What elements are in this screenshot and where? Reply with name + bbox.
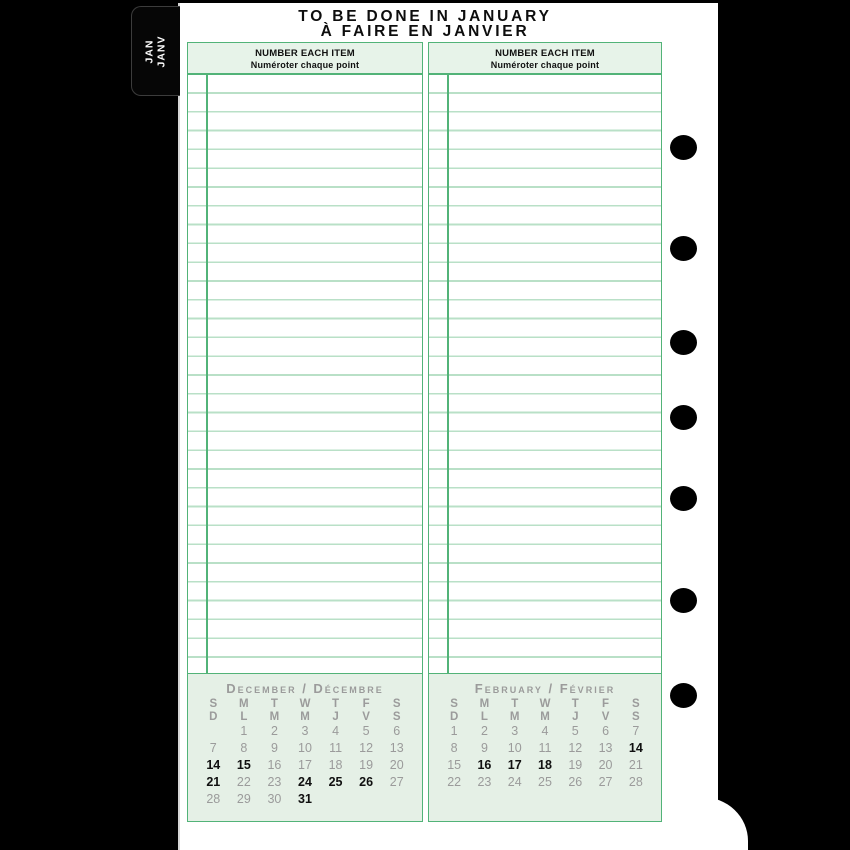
calendar-date-cell: 28 [206, 792, 221, 806]
calendar-date-cell: 13 [389, 741, 404, 755]
calendar-day-header: W [539, 698, 551, 710]
page-title-fr: À FAIRE EN JANVIER [320, 23, 530, 40]
calendar-day-header: W [299, 698, 311, 710]
right-header-en: NUMBER EACH ITEM [495, 48, 595, 59]
month-tab-label [144, 35, 167, 67]
page-title [187, 9, 663, 39]
calendar-day-header: T [332, 698, 340, 710]
calendar-date-cell: 16 [477, 758, 492, 772]
calendar-date-cell: 19 [568, 758, 583, 772]
calendar-date-cell: 15 [236, 758, 251, 772]
calendar-day-header: S [450, 698, 458, 710]
calendar-date-cell: 28 [628, 775, 643, 789]
calendar-day-header: M [300, 710, 310, 723]
calendar-date-cell: 6 [393, 724, 401, 738]
calendar-date-cell: 11 [538, 741, 552, 755]
calendar-date-cell: 7 [632, 724, 640, 738]
binder-hole [670, 236, 697, 261]
calendar-december [187, 673, 423, 822]
page-corner-curl [700, 797, 748, 850]
calendar-day-header: S [392, 710, 401, 723]
calendar-date-cell: 2 [270, 724, 278, 738]
left-column-header [187, 42, 423, 75]
page-title-en: TO BE DONE IN JANUARY [298, 8, 552, 25]
calendar-date-cell: 1 [240, 724, 248, 738]
calendar-date-cell: 23 [267, 775, 282, 789]
calendar-december-title: December / Décembre [226, 681, 384, 696]
calendar-date-cell: 25 [538, 775, 552, 789]
calendar-date-cell: 24 [298, 775, 312, 789]
calendar-day-header: M [269, 710, 280, 723]
calendar-date-cell: 21 [628, 758, 643, 772]
calendar-day-header: L [480, 710, 488, 723]
calendar-day-header: V [362, 710, 370, 723]
binder-hole [670, 486, 697, 511]
calendar-date-cell [381, 791, 412, 808]
calendar-date-cell: 22 [236, 775, 251, 789]
calendar-date-cell: 17 [298, 758, 312, 772]
calendar-day-header: T [571, 698, 579, 710]
calendar-day-header: S [632, 710, 640, 723]
calendar-date-cell: 21 [206, 775, 221, 789]
calendar-february-title: February / Février [474, 681, 616, 696]
calendar-date-cell: 4 [541, 724, 549, 738]
calendar-date-cell: 17 [507, 758, 522, 772]
calendar-day-header: L [240, 710, 248, 723]
calendar-date-cell: 7 [209, 741, 217, 755]
calendar-day-header: T [511, 698, 519, 710]
calendar-date-cell: 16 [267, 758, 282, 772]
calendar-day-header: J [332, 710, 339, 723]
calendar-date-cell: 23 [477, 775, 492, 789]
calendar-date-cell [320, 791, 351, 808]
left-header-fr: Numéroter chaque point [250, 60, 360, 70]
calendar-date-cell: 10 [298, 741, 312, 755]
calendar-day-header: M [239, 698, 249, 710]
calendar-date-cell: 26 [359, 775, 374, 789]
binder-hole [670, 683, 697, 708]
calendar-december-grid [198, 698, 412, 808]
right-column-header [428, 42, 662, 75]
left-number-column-separator [206, 75, 208, 673]
calendar-date-cell: 8 [240, 741, 248, 755]
left-task-list-area [187, 75, 423, 673]
binder-hole [670, 405, 697, 430]
calendar-day-header: M [540, 710, 550, 723]
calendar-date-cell: 26 [568, 775, 583, 789]
calendar-date-cell: 14 [628, 741, 643, 755]
calendar-date-cell: 30 [267, 792, 282, 806]
calendar-date-cell: 13 [598, 741, 613, 755]
calendar-date-cell: 15 [447, 758, 462, 772]
month-tab-january [131, 6, 180, 96]
calendar-date-cell: 27 [389, 775, 404, 789]
calendar-february-grid [439, 698, 651, 791]
calendar-date-cell: 5 [362, 724, 370, 738]
calendar-february [428, 673, 662, 822]
right-task-list-area [428, 75, 662, 673]
calendar-date-cell: 12 [568, 741, 583, 755]
calendar-date-cell: 19 [359, 758, 374, 772]
calendar-day-header: T [270, 698, 278, 710]
calendar-date-cell: 8 [450, 741, 458, 755]
calendar-date-cell: 20 [389, 758, 404, 772]
calendar-date-cell: 14 [206, 758, 221, 772]
calendar-date-cell: 22 [447, 775, 462, 789]
calendar-date-cell: 24 [507, 775, 522, 789]
left-header-en: NUMBER EACH ITEM [255, 48, 355, 59]
calendar-day-header: M [509, 710, 520, 723]
calendar-date-cell: 12 [359, 741, 374, 755]
calendar-day-header: F [602, 698, 610, 710]
calendar-date-cell: 4 [332, 724, 340, 738]
calendar-date-cell: 31 [298, 792, 312, 806]
tab-label-en: JAN [143, 38, 156, 64]
binder-hole [670, 330, 697, 355]
calendar-date-cell: 27 [598, 775, 613, 789]
binder-hole [670, 588, 697, 613]
calendar-date-cell [351, 791, 382, 808]
calendar-date-cell: 10 [507, 741, 522, 755]
calendar-date-cell: 25 [328, 775, 343, 789]
right-number-column-separator [447, 75, 449, 673]
calendar-date-cell [198, 723, 229, 740]
calendar-day-header: V [601, 710, 610, 723]
right-header-fr: Numéroter chaque point [490, 60, 600, 70]
calendar-day-header: J [572, 710, 579, 723]
calendar-date-cell: 18 [538, 758, 552, 772]
calendar-date-cell: 5 [571, 724, 579, 738]
calendar-date-cell: 9 [270, 741, 278, 755]
binder-hole [670, 135, 697, 160]
calendar-date-cell: 20 [598, 758, 613, 772]
calendar-day-header: M [479, 698, 490, 710]
calendar-day-header: S [392, 698, 401, 710]
calendar-date-cell: 2 [480, 724, 488, 738]
calendar-date-cell: 3 [511, 724, 519, 738]
calendar-day-header: F [362, 698, 370, 710]
calendar-day-header: D [449, 710, 459, 723]
calendar-date-cell: 11 [329, 741, 343, 755]
calendar-day-header: S [209, 698, 218, 710]
calendar-date-cell: 1 [450, 724, 458, 738]
calendar-date-cell: 6 [602, 724, 610, 738]
calendar-date-cell: 3 [301, 724, 309, 738]
calendar-day-header: D [209, 710, 218, 723]
calendar-day-header: S [632, 698, 640, 710]
calendar-date-cell: 9 [480, 741, 488, 755]
tab-label-fr: JANV [154, 34, 167, 68]
calendar-date-cell: 18 [328, 758, 343, 772]
calendar-date-cell: 29 [236, 792, 251, 806]
